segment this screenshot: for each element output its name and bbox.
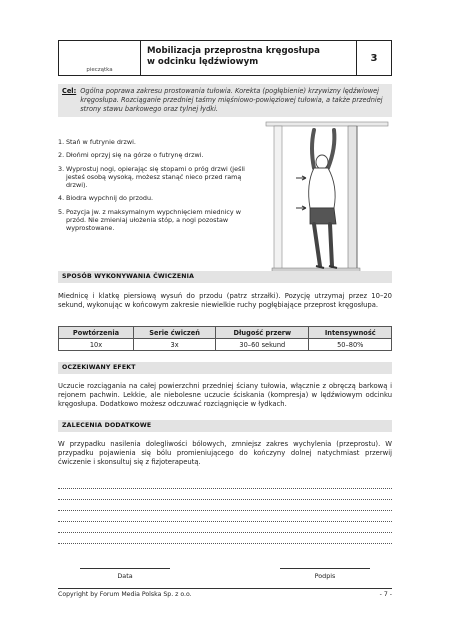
step-item [58,194,254,202]
signature-field[interactable]: Podpis [280,568,370,580]
value-series: 3x [133,339,215,351]
note-line[interactable] [58,489,392,500]
exercise-illustration [262,116,392,274]
table-header-row [59,327,392,339]
header-table [58,40,392,76]
page-number: - 7 - [379,591,392,598]
section-advice-header: ZALECENIA DODATKOWE [58,420,392,432]
step-item [58,138,254,146]
parameters-table [58,326,392,351]
date-field[interactable]: Data [80,568,170,580]
step-item [58,151,254,159]
header-series: Serie ćwiczeń [133,327,215,339]
steps-list [58,138,254,238]
section-method-text: Miednicę i klatkę piersiową wysuń do przodu (patrz strzałki). Pozycję utrzymaj przez 10–20 sekund, wykonując w końcowym zakresie niewielkie ruchy pogłębiające przeprost kręgosłupa. [58,292,392,310]
table-row [59,339,392,351]
note-line[interactable] [58,522,392,533]
notes-lines[interactable] [58,478,392,544]
note-line[interactable] [58,478,392,489]
step-number: 3. [58,164,65,173]
note-line[interactable] [58,533,392,544]
footer-copyright: Copyright by Forum Media Polska Sp. z o.o. [58,591,192,598]
footer-divider [58,588,392,589]
header-repetitions: Powtórzenia [59,327,134,339]
step-text: Wyprostuj nogi, opierając się stopami o próg drzwi (jeśli jesteś osobą wysoką, możesz stanąć nieco przed ramą drzwi). [66,164,245,190]
title-line-1: Mobilizacja przeprostna kręgosłupa [147,46,320,56]
section-method-header: SPOSÓB WYKONYWANIA ĆWICZENIA [58,271,392,283]
title-line-2: w odcinku lędźwiowym [147,56,259,67]
header-intensity: Intensywność [309,327,392,339]
exercise-number: 3 [370,52,378,64]
step-text: Dłońmi oprzyj się na górze o futrynę drzwi. [66,151,204,160]
section-effect-header: OCZEKIWANY EFEKT [58,362,392,374]
section-advice-text: W przypadku nasilenia dolegliwości bólowych, zmniejsz zakres wychylenia (przeprostu). W przypadku pojawienia się bólu promieniującego do kończyny dolnej natychmiast przerwij ćwiczenie i skonsultuj się z fizjoterapeutą. [58,440,392,467]
goal-label: Cel: [62,87,77,95]
exercise-title [141,41,357,75]
stamp-label: pieczątka [86,67,113,73]
value-break-length: 30–60 sekund [216,339,309,351]
step-number: 4. [58,194,65,203]
value-repetitions: 10x [59,339,134,351]
note-line[interactable] [58,511,392,522]
section-effect-text: Uczucie rozciągania na całej powierzchni przedniej ściany tułowia, włącznie z obręczą barkową i rejonem pachwin. Lekkie, ale niebolesne uczucie ściskania (kompresja) w lędźwiowym odcinku kręgosłupa. Dodatkowo możesz odczuwać rozciągnięcie w łydkach. [58,382,392,409]
goal-text: Ogólna poprawa zakresu prostowania tułowia. Korekta (pogłębienie) krzywizny lędźwiowej kręgosłupa. Rozciąganie przedniej taśmy mięśniowo-powięziowej tułowia, a także przedniej strony stawu barkowego oraz tylnej łydki. [80,87,383,113]
step-text: Pozycja jw. z maksymalnym wypchnięciem miednicy w przód. Nie zmieniaj ułożenia stóp, a nogi pozostaw wyprostowane. [66,207,241,233]
step-item [58,208,254,233]
step-text: Stań w futrynie drzwi. [66,138,136,146]
note-line[interactable] [58,500,392,511]
goal-box [58,84,392,117]
step-number: 1. [58,138,65,146]
step-item [58,165,254,190]
step-text: Biodra wypchnij do przodu. [66,194,154,203]
step-number: 2. [58,151,65,160]
value-intensity: 50–80% [309,339,392,351]
header-break-length: Długość przerw [216,327,309,339]
stamp-cell [59,41,141,75]
step-number: 5. [58,207,65,216]
